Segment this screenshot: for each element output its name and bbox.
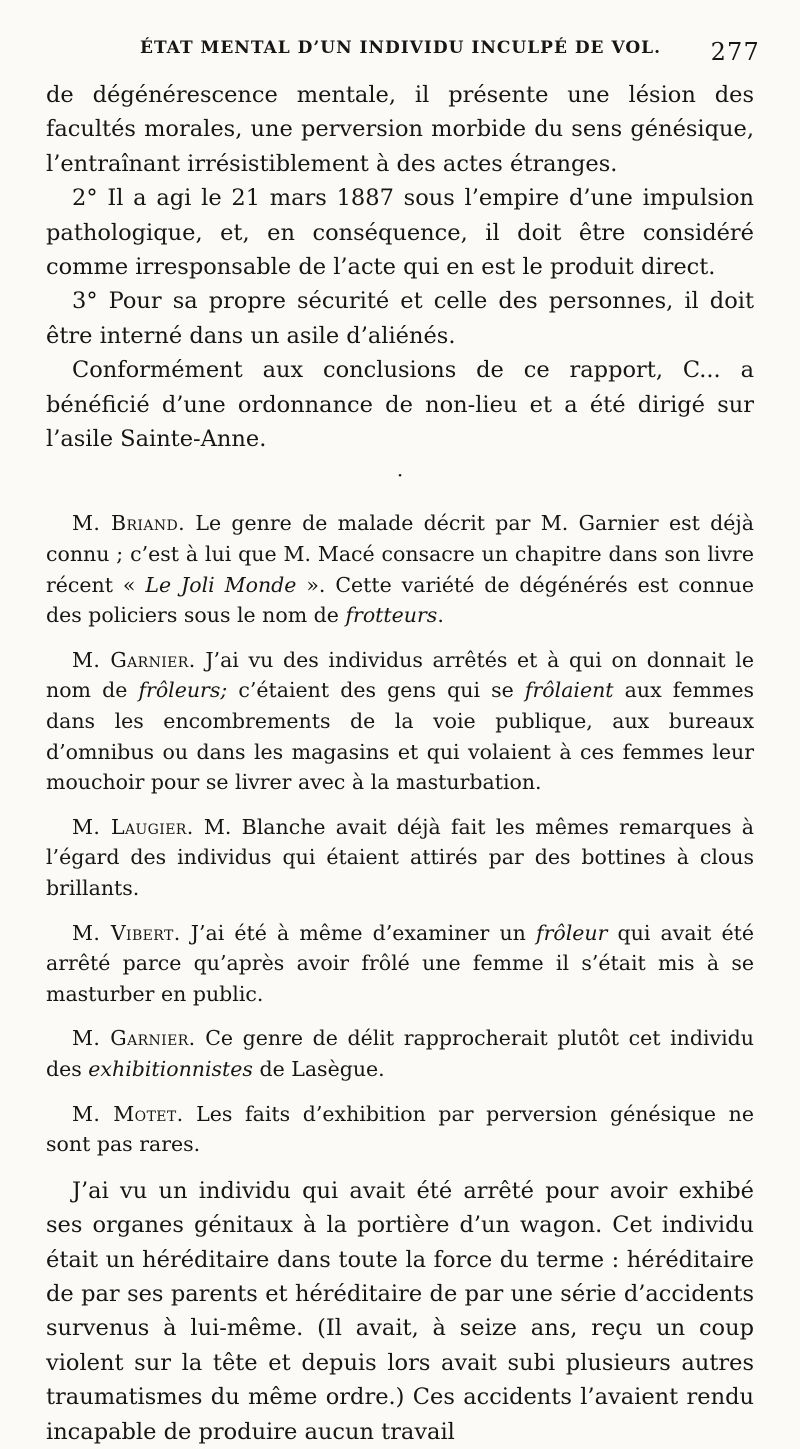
speech-text: M. Blanche avait déjà fait les mêmes remarques à l’égard des individus qui étaient attirés par des bottines à clous brillants. [46, 814, 755, 900]
running-title: ÉTAT MENTAL D’UN INDIVIDU INCULPÉ DE VOL. [140, 38, 662, 58]
speaker-name: M. Garnier. [72, 1026, 196, 1051]
speech-text: qui avait été arrêté parce qu’après avoir frôlé une femme il s’était mis à se masturber en public. [46, 920, 754, 1006]
discussion-paragraph [46, 508, 754, 630]
italic-term: frôlaient [524, 678, 614, 703]
discussion-paragraph [46, 1023, 754, 1084]
italic-term: Le Joli Monde [145, 572, 297, 597]
speaker-name: M. Garnier. [72, 647, 196, 672]
speaker-name: M. Motet. [72, 1101, 184, 1126]
discussion-paragraph [46, 1099, 754, 1160]
conclusion-paragraph: 2° Il a agi le 21 mars 1887 sous l’empire d’une impulsion pathologique, et, en conséquence, il doit être considéré comme irresponsable de l’acte qui en est le produit direct. [46, 185, 754, 281]
page-number: 277 [710, 38, 760, 66]
speech-text: ». Cette variété de dégénérés est connue des policiers sous le nom de [46, 572, 754, 628]
italic-term: exhibitionnistes [88, 1056, 253, 1081]
speaker-name: M. Vibert. [72, 920, 181, 945]
speech-text: Ce genre de délit rapprocherait plutôt cet individu des [46, 1026, 754, 1081]
speech-text: aux femmes dans les encombrements de la voie publique, aux bureaux d’omnibus ou dans les magasins et qui volaient à ces femmes leur mouchoir pour se livrer avec à la masturbation. [46, 678, 754, 795]
speech-text: c’étaient des gens qui se [227, 678, 525, 703]
speech-text: de Lasègue. [252, 1056, 385, 1081]
speaker-name: M. Briand. [72, 511, 186, 536]
italic-term: frôleurs; [138, 678, 228, 703]
section-separator: · [396, 463, 404, 488]
discussion-paragraph [46, 812, 754, 904]
speech-text: Les faits d’exhibition par perversion génésique ne sont pas rares. [46, 1101, 754, 1157]
speaker-name: M. Laugier. [72, 814, 194, 839]
italic-term: frôleur [535, 920, 608, 945]
page-body [46, 78, 754, 1449]
discussion-paragraph [46, 645, 754, 798]
discussion-paragraph: J’ai vu un individu qui avait été arrêté pour avoir exhibé ses organes génitaux à la portière d’un wagon. Cet individu était un héréditaire dans toute la force du terme : héréditaire de par ses parents et héréditaire de par une série d’accidents survenus à lui-même. (Il avait, à seize ans, reçu un coup violent sur la tête et depuis lors avait subi plusieurs autres traumatismes du même ordre.) Ces accidents l’avaient rendu incapable de produire aucun travail [46, 1177, 754, 1445]
speech-text: J’ai vu des individus arrêtés et à qui on donnait le nom de [46, 647, 754, 703]
speech-text: . [437, 603, 444, 628]
discussion-section [46, 494, 754, 1159]
conclusion-paragraph: 3° Pour sa propre sécurité et celle des personnes, il doit être interné dans un asile d’aliénés. [46, 288, 754, 349]
speech-text: J’ai été à même d’examiner un [180, 920, 536, 945]
discussion-paragraph [46, 918, 754, 1010]
conclusion-paragraph: Conformément aux conclusions de ce rapport, C... a bénéficié d’une ordonnance de non-lieu et a été dirigé sur l’asile Sainte-Anne. [46, 357, 754, 453]
speech-text: Le genre de malade décrit par M. Garnier est déjà connu ; c’est à lui que M. Macé consacre un chapitre dans son livre récent « [46, 511, 754, 597]
conclusion-paragraph: de dégénérescence mentale, il présente une lésion des facultés morales, une perversion morbide du sens génésique, l’entraînant irrésistiblement à des actes étranges. [46, 82, 754, 177]
running-header [140, 38, 760, 66]
italic-term: frotteurs [345, 603, 438, 628]
